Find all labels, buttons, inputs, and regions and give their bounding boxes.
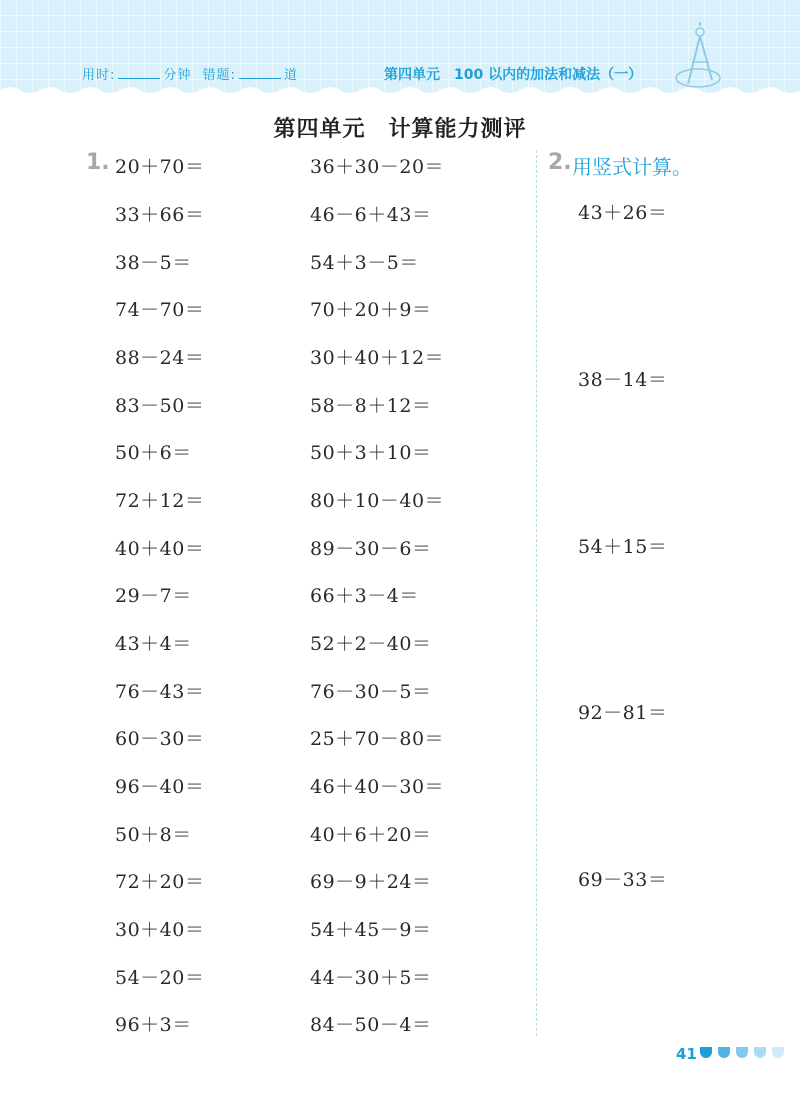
equation: 54＋3－5＝ [310,252,419,274]
decor-dot [700,1047,712,1058]
equation: 84－50－4＝ [310,1014,432,1036]
decor-dot [736,1047,748,1058]
decor-dot [718,1047,730,1058]
time-error-record [82,64,298,83]
section-2-instruction: 用竖式计算。 [572,155,692,179]
equation: 70＋20＋9＝ [310,299,432,321]
equation: 25＋70－80＝ [310,728,445,750]
vertical-equation: 54＋15＝ [578,536,668,558]
equation: 66＋3－4＝ [310,585,419,607]
equation: 43＋4＝ [115,633,192,655]
equation: 29－7＝ [115,585,192,607]
vertical-equation: 38－14＝ [578,369,668,391]
unit-title: 第四单元 100 以内的加法和减法（一） [384,67,643,83]
section-divider [536,150,537,1036]
equation: 96＋3＝ [115,1014,192,1036]
page-dots-decoration [700,1047,784,1058]
equation: 44－30＋5＝ [310,967,432,989]
equation: 72＋12＝ [115,490,205,512]
equation: 60－30＝ [115,728,205,750]
vertical-equation: 69－33＝ [578,869,668,891]
vertical-equation: 43＋26＝ [578,202,668,224]
equation: 72＋20＝ [115,871,205,893]
equation: 40＋40＝ [115,538,205,560]
equation: 46－6＋43＝ [310,204,432,226]
equation: 38－5＝ [115,252,192,274]
equation: 36＋30－20＝ [310,156,445,178]
equation: 74－70＝ [115,299,205,321]
equation: 54＋45－9＝ [310,919,432,941]
equation: 46＋40－30＝ [310,776,445,798]
equation: 50＋6＝ [115,442,192,464]
equation: 58－8＋12＝ [310,395,432,417]
equation: 76－43＝ [115,681,205,703]
page-title: 第四单元 计算能力测评 [273,117,527,142]
equation: 96－40＝ [115,776,205,798]
equation: 83－50＝ [115,395,205,417]
equation: 30＋40＝ [115,919,205,941]
minute-label: 分钟 [163,68,192,83]
equation: 50＋8＝ [115,824,192,846]
equation: 76－30－5＝ [310,681,432,703]
errors-label: 错题: [202,68,236,83]
equation: 80＋10－40＝ [310,490,445,512]
equation: 40＋6＋20＝ [310,824,432,846]
page-number: 41 [676,1045,697,1063]
equation: 88－24＝ [115,347,205,369]
time-blank[interactable] [118,67,160,79]
equation: 52＋2－40＝ [310,633,432,655]
equation: 20＋70＝ [115,156,205,178]
equation: 33＋66＝ [115,204,205,226]
equation: 30＋40＋12＝ [310,347,445,369]
equation: 50＋3＋10＝ [310,442,432,464]
compass-icon [668,22,732,94]
equation: 89－30－6＝ [310,538,432,560]
count-unit: 道 [283,68,298,83]
time-label: 用时: [82,68,116,83]
equation: 69－9＋24＝ [310,871,432,893]
equation: 54－20＝ [115,967,205,989]
decor-dot [772,1047,784,1058]
decor-dot [754,1047,766,1058]
errors-blank[interactable] [239,67,281,79]
section-2-number: 2. [548,150,572,175]
section-1-number: 1. [86,150,110,175]
vertical-equation: 92－81＝ [578,702,668,724]
